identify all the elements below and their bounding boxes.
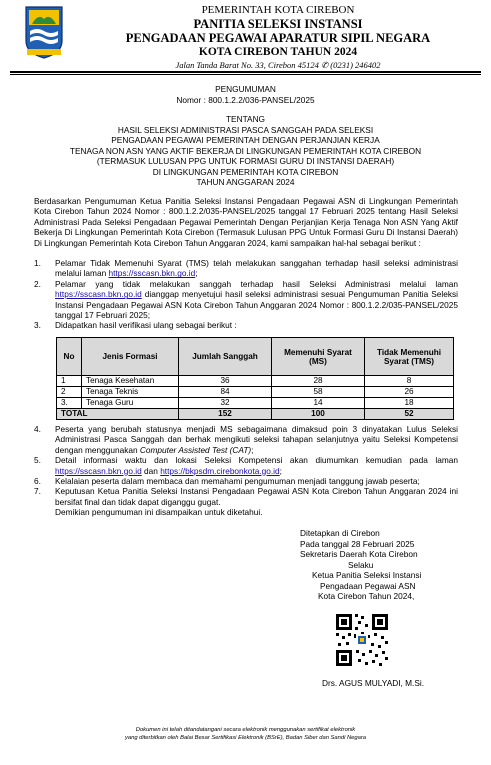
title-line: (TERMASUK LULUSAN PPG UNTUK FORMASI GURU DI INSTANSI DAERAH)	[96, 156, 395, 166]
signature-role: Pengadaan Pegawai ASN	[320, 580, 416, 591]
table-header-row	[57, 338, 454, 376]
table-row	[57, 387, 454, 398]
announcement-label: PENGUMUMAN	[215, 84, 276, 94]
header-objections: Jumlah Sanggah	[179, 338, 272, 376]
list-number: 5.	[34, 455, 41, 466]
header-no: No	[57, 338, 82, 376]
list-number: 6.	[34, 476, 41, 487]
list-item	[34, 424, 458, 455]
list-item	[34, 279, 458, 321]
signature-role: Selaku	[348, 559, 374, 570]
signature-date: Pada tanggal 28 Februari 2025	[300, 538, 415, 549]
sscasn-link[interactable]: https://sscasn.bkn.go.id	[108, 268, 196, 279]
signature-role: Ketua Panitia Seleksi Instansi	[312, 570, 422, 580]
numbered-list-bottom	[34, 424, 458, 518]
list-text-tail: ;	[195, 268, 198, 279]
sscasn-link[interactable]: https://sscasn.bkn.go.id	[55, 465, 142, 476]
list-text: Keputusan Ketua Panitia Seleksi Instansi Pengadaan Pegawai ASN Kota Cirebon Tahun Anggaran 2024 ini bersifat final dan tidak dapat diganggu gugat.	[55, 486, 458, 507]
header-ms: Memenuhi Syarat (MS)	[272, 338, 365, 376]
letterhead-procurement: PENGADAAN PEGAWAI APARATUR SIPIL NEGARA	[125, 31, 431, 45]
list-number: 1.	[34, 258, 41, 268]
signatory-name: Drs. AGUS MULYADI, M.Si.	[322, 678, 425, 688]
letterhead-rule-thick	[10, 71, 481, 73]
list-text-tail: ;	[279, 465, 282, 476]
header-tms: Tidak Memenuhi Syarat (TMS)	[365, 338, 454, 376]
cell-objections: 36	[179, 376, 272, 387]
list-text: Didapatkan hasil verifikasi ulang sebagai berikut :	[55, 320, 237, 331]
cell-no: 1	[57, 376, 82, 387]
total-ms: 100	[272, 409, 365, 420]
list-text: Detail informasi waktu dan lokasi Seleksi Kompetensi akan diumumkan kemudian pada laman	[55, 455, 458, 466]
list-text: Pelamar yang tidak melakukan sanggah terhadap hasil Seleksi Administrasi melalui laman	[55, 278, 458, 289]
table-row	[57, 376, 454, 387]
closing-line	[34, 507, 458, 517]
list-item	[34, 476, 458, 486]
total-label: TOTAL	[57, 409, 179, 420]
letterhead-government: PEMERINTAH KOTA CIREBON	[201, 4, 355, 16]
list-number: 7.	[34, 486, 41, 497]
cell-ms: 14	[272, 398, 365, 409]
numbered-list-top	[34, 258, 458, 331]
cell-tms: 8	[365, 376, 454, 387]
footer-line: Dokumen ini telah ditandatangani secara elektronik menggunakan sertifikat elektronik	[135, 727, 356, 733]
list-item	[34, 486, 458, 507]
list-text: dan	[141, 465, 161, 476]
list-number: 3.	[34, 320, 41, 331]
signature-block	[300, 528, 470, 602]
cell-objections: 32	[179, 398, 272, 409]
list-text: Peserta yang berubah statusnya menjadi MS sebagaimana dimaksud poin 3 dinyatakan Lulus Seleksi Administrasi Pasca Sanggah dan berhak mengikuti seleksi tahapan selanjutnya yaitu Seleksi Kompetensi dengan menggunakan	[55, 424, 458, 455]
list-item	[34, 455, 458, 476]
signature-role: Sekretaris Daerah Kota Cirebon	[300, 549, 418, 559]
bkpsdm-link[interactable]: https://bkpsdm.cirebonkota.go.id	[160, 465, 280, 476]
announcement-number: Nomor : 800.1.2.2/036-PANSEL/2025	[176, 94, 315, 105]
footer-line: yang diterbitkan oleh Balai Besar Sertifikasi Elektronik (BSrE), Badan Siber dan Sandi Negara	[124, 734, 367, 741]
letterhead-address: Jalan Tanda Barat No. 33, Cirebon 45124 ✆ (0231) 246402	[175, 60, 381, 70]
cirebon-coat-of-arms-logo	[24, 5, 64, 59]
list-number: 4.	[34, 424, 41, 434]
closing-text: Demikian pengumuman ini disampaikan untuk diketahui.	[55, 507, 263, 518]
list-text: Pelamar Tidak Memenuhi Syarat (TMS) telah melakukan sanggahan terhadap hasil seleksi administrasi melalui laman	[55, 258, 458, 279]
total-tms: 52	[365, 409, 454, 420]
letterhead	[68, 4, 488, 71]
cell-tms: 18	[365, 398, 454, 409]
title-line: TENAGA NON ASN YANG AKTIF BEKERJA DI LINGKUNGAN PEMERINTAH KOTA CIREBON	[69, 145, 422, 156]
header-formation: Jenis Formasi	[82, 338, 179, 376]
title-line: TAHUN ANGGARAN 2024	[196, 177, 295, 187]
list-text: Kelalaian peserta dalam membaca dan memahami pengumuman menjadi tanggung jawab peserta;	[55, 476, 420, 487]
signature-role: Kota Cirebon Tahun 2024,	[318, 591, 415, 601]
title-line: DI LINGKUNGAN PEMERINTAH KOTA CIREBON	[152, 166, 339, 177]
verification-table	[56, 337, 454, 420]
table-row	[57, 398, 454, 409]
cell-no: 3.	[57, 398, 82, 409]
cell-tms: 26	[365, 387, 454, 398]
letterhead-city-year: KOTA CIREBON TAHUN 2024	[198, 46, 358, 58]
signature-place: Ditetapkan di Cirebon	[300, 528, 380, 538]
letterhead-committee: PANITIA SELEKSI INSTANSI	[193, 17, 363, 31]
intro-paragraph: Berdasarkan Pengumuman Ketua Panitia Seleksi Instansi Pengadaan Pegawai ASN di Lingkungan Pemerintah Kota Cirebon Tahun 2024 Nomor : 800.1.2.2/035-PANSEL/2025 tanggal 17 Februari 2025 tentang Hasil Seleksi Administrasi Pada Seleksi Pengadaan Pegawai Pemerintah Dengan Perjanjian Kerja Tenaga Non ASN Yang Aktif Bekerja Di Lingkungan Pemerintah Kota Cirebon (Termasuk Lulusan PPG Untuk Formasi Guru Di Instansi Daerah) Di Lingkungan Pemerintah Kota Cirebon Tahun Anggaran 2024, kami sampaikan hal-hal sebagai berikut :	[34, 196, 458, 248]
letterhead-rule-thin	[10, 74, 481, 75]
qr-code-signature	[334, 612, 390, 668]
cell-no: 2	[57, 387, 82, 398]
list-text: dianggap menyetujui hasil seleksi administrasi sesuai Pengumuman Panitia Seleksi Instansi Pengadaan Pegawai ASN Kota Cirebon Tahun Anggaran 2024 Nomor : 800.1.2.2/035-PANSEL/2025 tanggal 17 Februari 2025;	[55, 289, 458, 321]
footer-esign-note	[20, 727, 471, 742]
cell-formation: Tenaga Teknis	[82, 387, 179, 398]
cell-objections: 84	[179, 387, 272, 398]
title-line: PENGADAAN PEGAWAI PEMERINTAH DENGAN PERJANJIAN KERJA	[111, 135, 380, 145]
sscasn-link[interactable]: https://sscasn.bkn.go.id	[55, 289, 142, 300]
announcement-title	[20, 114, 471, 188]
cat-term: Computer Assisted Test (CAT)	[139, 444, 252, 455]
list-item	[34, 258, 458, 279]
list-number: 2.	[34, 278, 41, 289]
cell-formation: Tenaga Guru	[82, 398, 179, 409]
cell-ms: 28	[272, 376, 365, 387]
announcement-header	[20, 84, 471, 105]
cell-ms: 58	[272, 387, 365, 398]
cell-formation: Tenaga Kesehatan	[82, 376, 179, 387]
list-item	[34, 320, 458, 330]
list-text-tail: ;	[251, 444, 254, 455]
announcement-about: TENTANG	[225, 114, 266, 124]
total-objections: 152	[179, 409, 272, 420]
table-total-row	[57, 409, 454, 420]
title-line: HASIL SELEKSI ADMINISTRASI PASCA SANGGAH PADA SELEKSI	[117, 124, 374, 135]
